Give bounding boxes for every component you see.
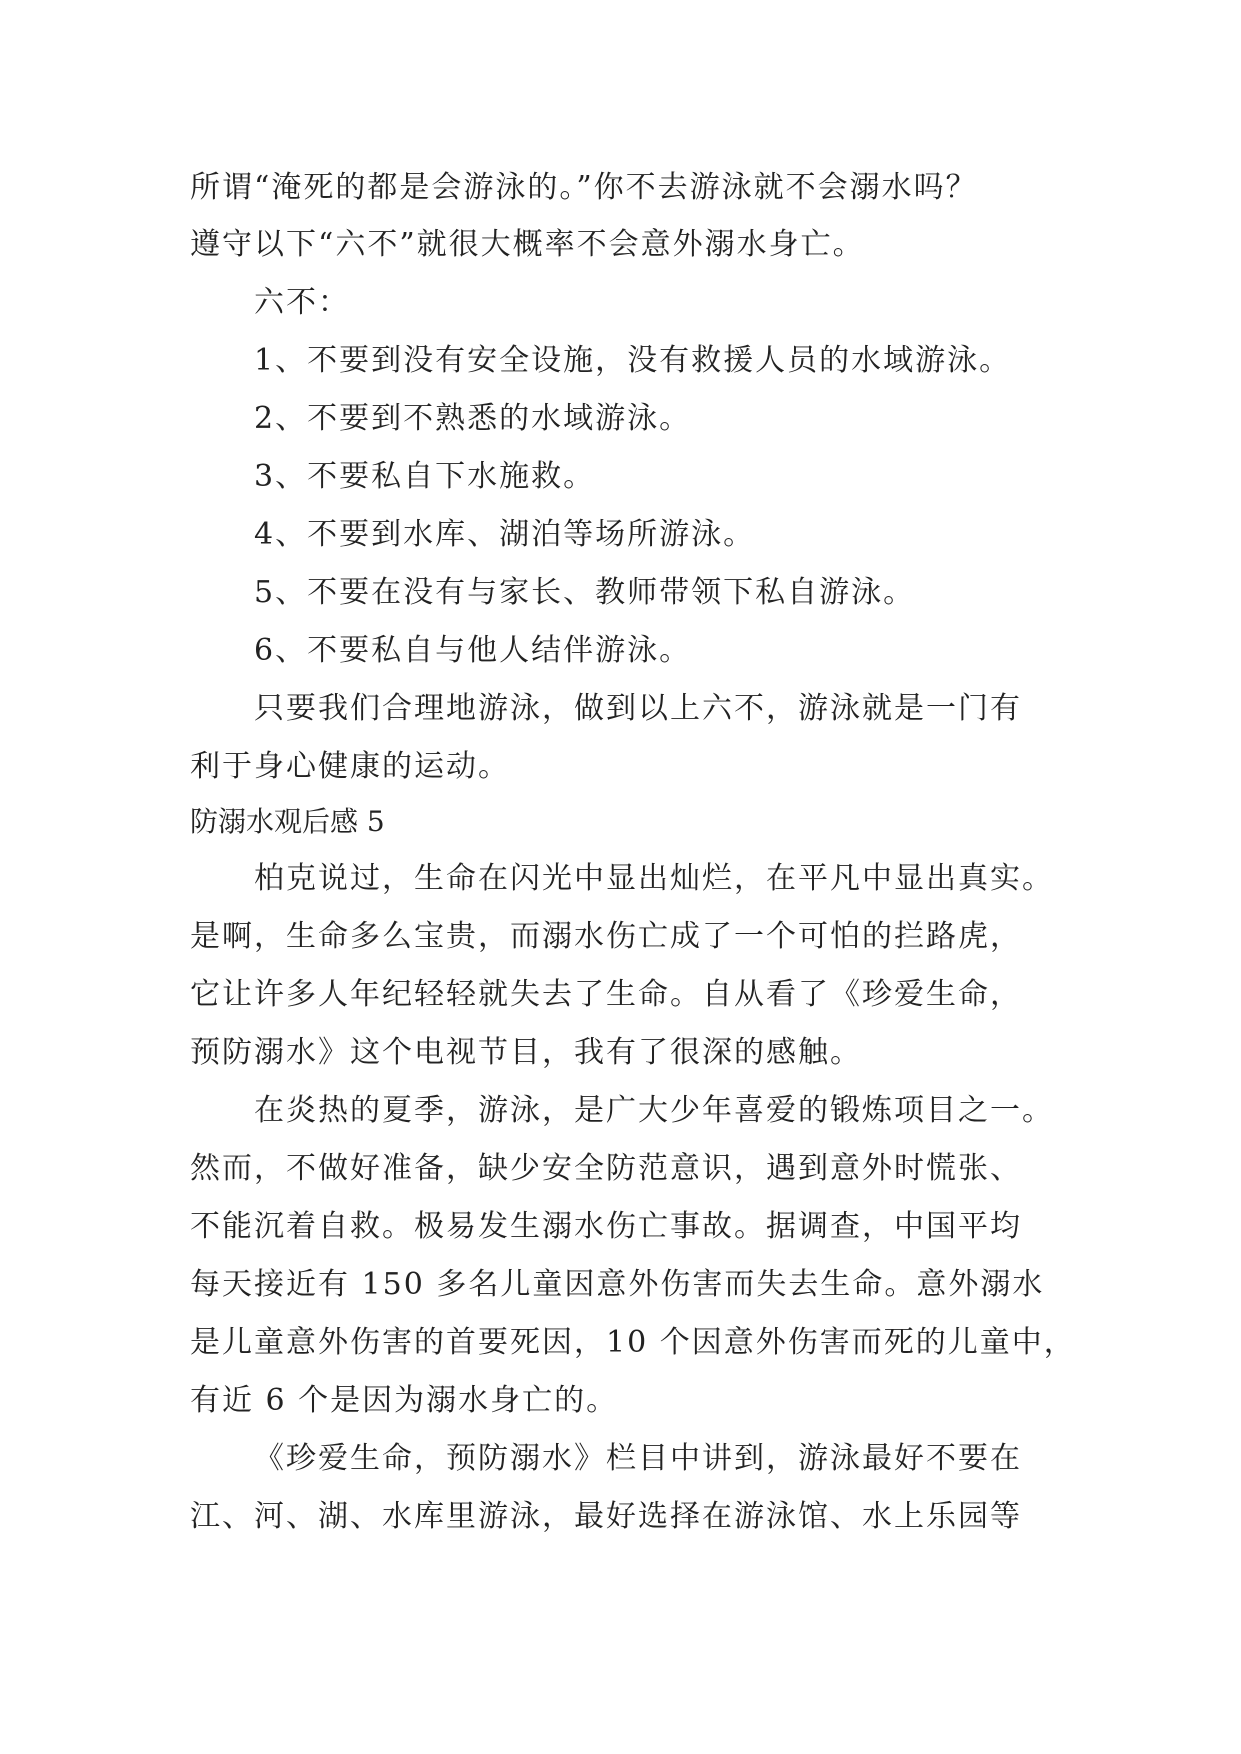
text-line: 在炎热的夏季，游泳，是广大少年喜爱的锻炼项目之一。 xyxy=(254,1093,1054,1128)
text-line: 所谓“淹死的都是会游泳的。”你不去游泳就不会溺水吗？ xyxy=(190,170,978,205)
text-line: 是儿童意外伤害的首要死因，10 个因意外伤害而死的儿童中， xyxy=(190,1325,1076,1360)
text-line: 它让许多人年纪轻轻就失去了生命。自从看了《珍爱生命， xyxy=(190,977,1022,1012)
text-line: 每天接近有 150 多名儿童因意外伤害而失去生命。意外溺水 xyxy=(190,1267,1045,1302)
list-item: 6、不要私自与他人结伴游泳。 xyxy=(254,633,692,668)
list-item: 1、不要到没有安全设施，没有救援人员的水域游泳。 xyxy=(254,343,1012,378)
text-line: 只要我们合理地游泳，做到以上六不，游泳就是一门有 xyxy=(254,691,1022,726)
section-heading: 防溺水观后感 5 xyxy=(190,805,385,838)
text-line: 然而，不做好准备，缺少安全防范意识，遇到意外时慌张、 xyxy=(190,1151,1022,1186)
list-heading: 六不： xyxy=(254,285,350,320)
text-line: 《珍爱生命，预防溺水》栏目中讲到，游泳最好不要在 xyxy=(254,1441,1022,1476)
list-item: 2、不要到不熟悉的水域游泳。 xyxy=(254,401,692,436)
text-line: 预防溺水》这个电视节目，我有了很深的感触。 xyxy=(190,1035,862,1070)
text-line: 利于身心健康的运动。 xyxy=(190,749,510,784)
list-item: 5、不要在没有与家长、教师带领下私自游泳。 xyxy=(254,575,916,610)
text-line: 不能沉着自救。极易发生溺水伤亡事故。据调查，中国平均 xyxy=(190,1209,1022,1244)
text-line: 有近 6 个是因为溺水身亡的。 xyxy=(190,1383,619,1418)
text-line: 遵守以下“六不”就很大概率不会意外溺水身亡。 xyxy=(190,227,865,262)
list-item: 4、不要到水库、湖泊等场所游泳。 xyxy=(254,517,756,552)
text-line: 柏克说过，生命在闪光中显出灿烂，在平凡中显出真实。 xyxy=(254,861,1054,896)
list-item: 3、不要私自下水施救。 xyxy=(254,459,596,494)
text-line: 江、河、湖、水库里游泳，最好选择在游泳馆、水上乐园等 xyxy=(190,1499,1022,1534)
text-line: 是啊，生命多么宝贵，而溺水伤亡成了一个可怕的拦路虎， xyxy=(190,919,1022,954)
